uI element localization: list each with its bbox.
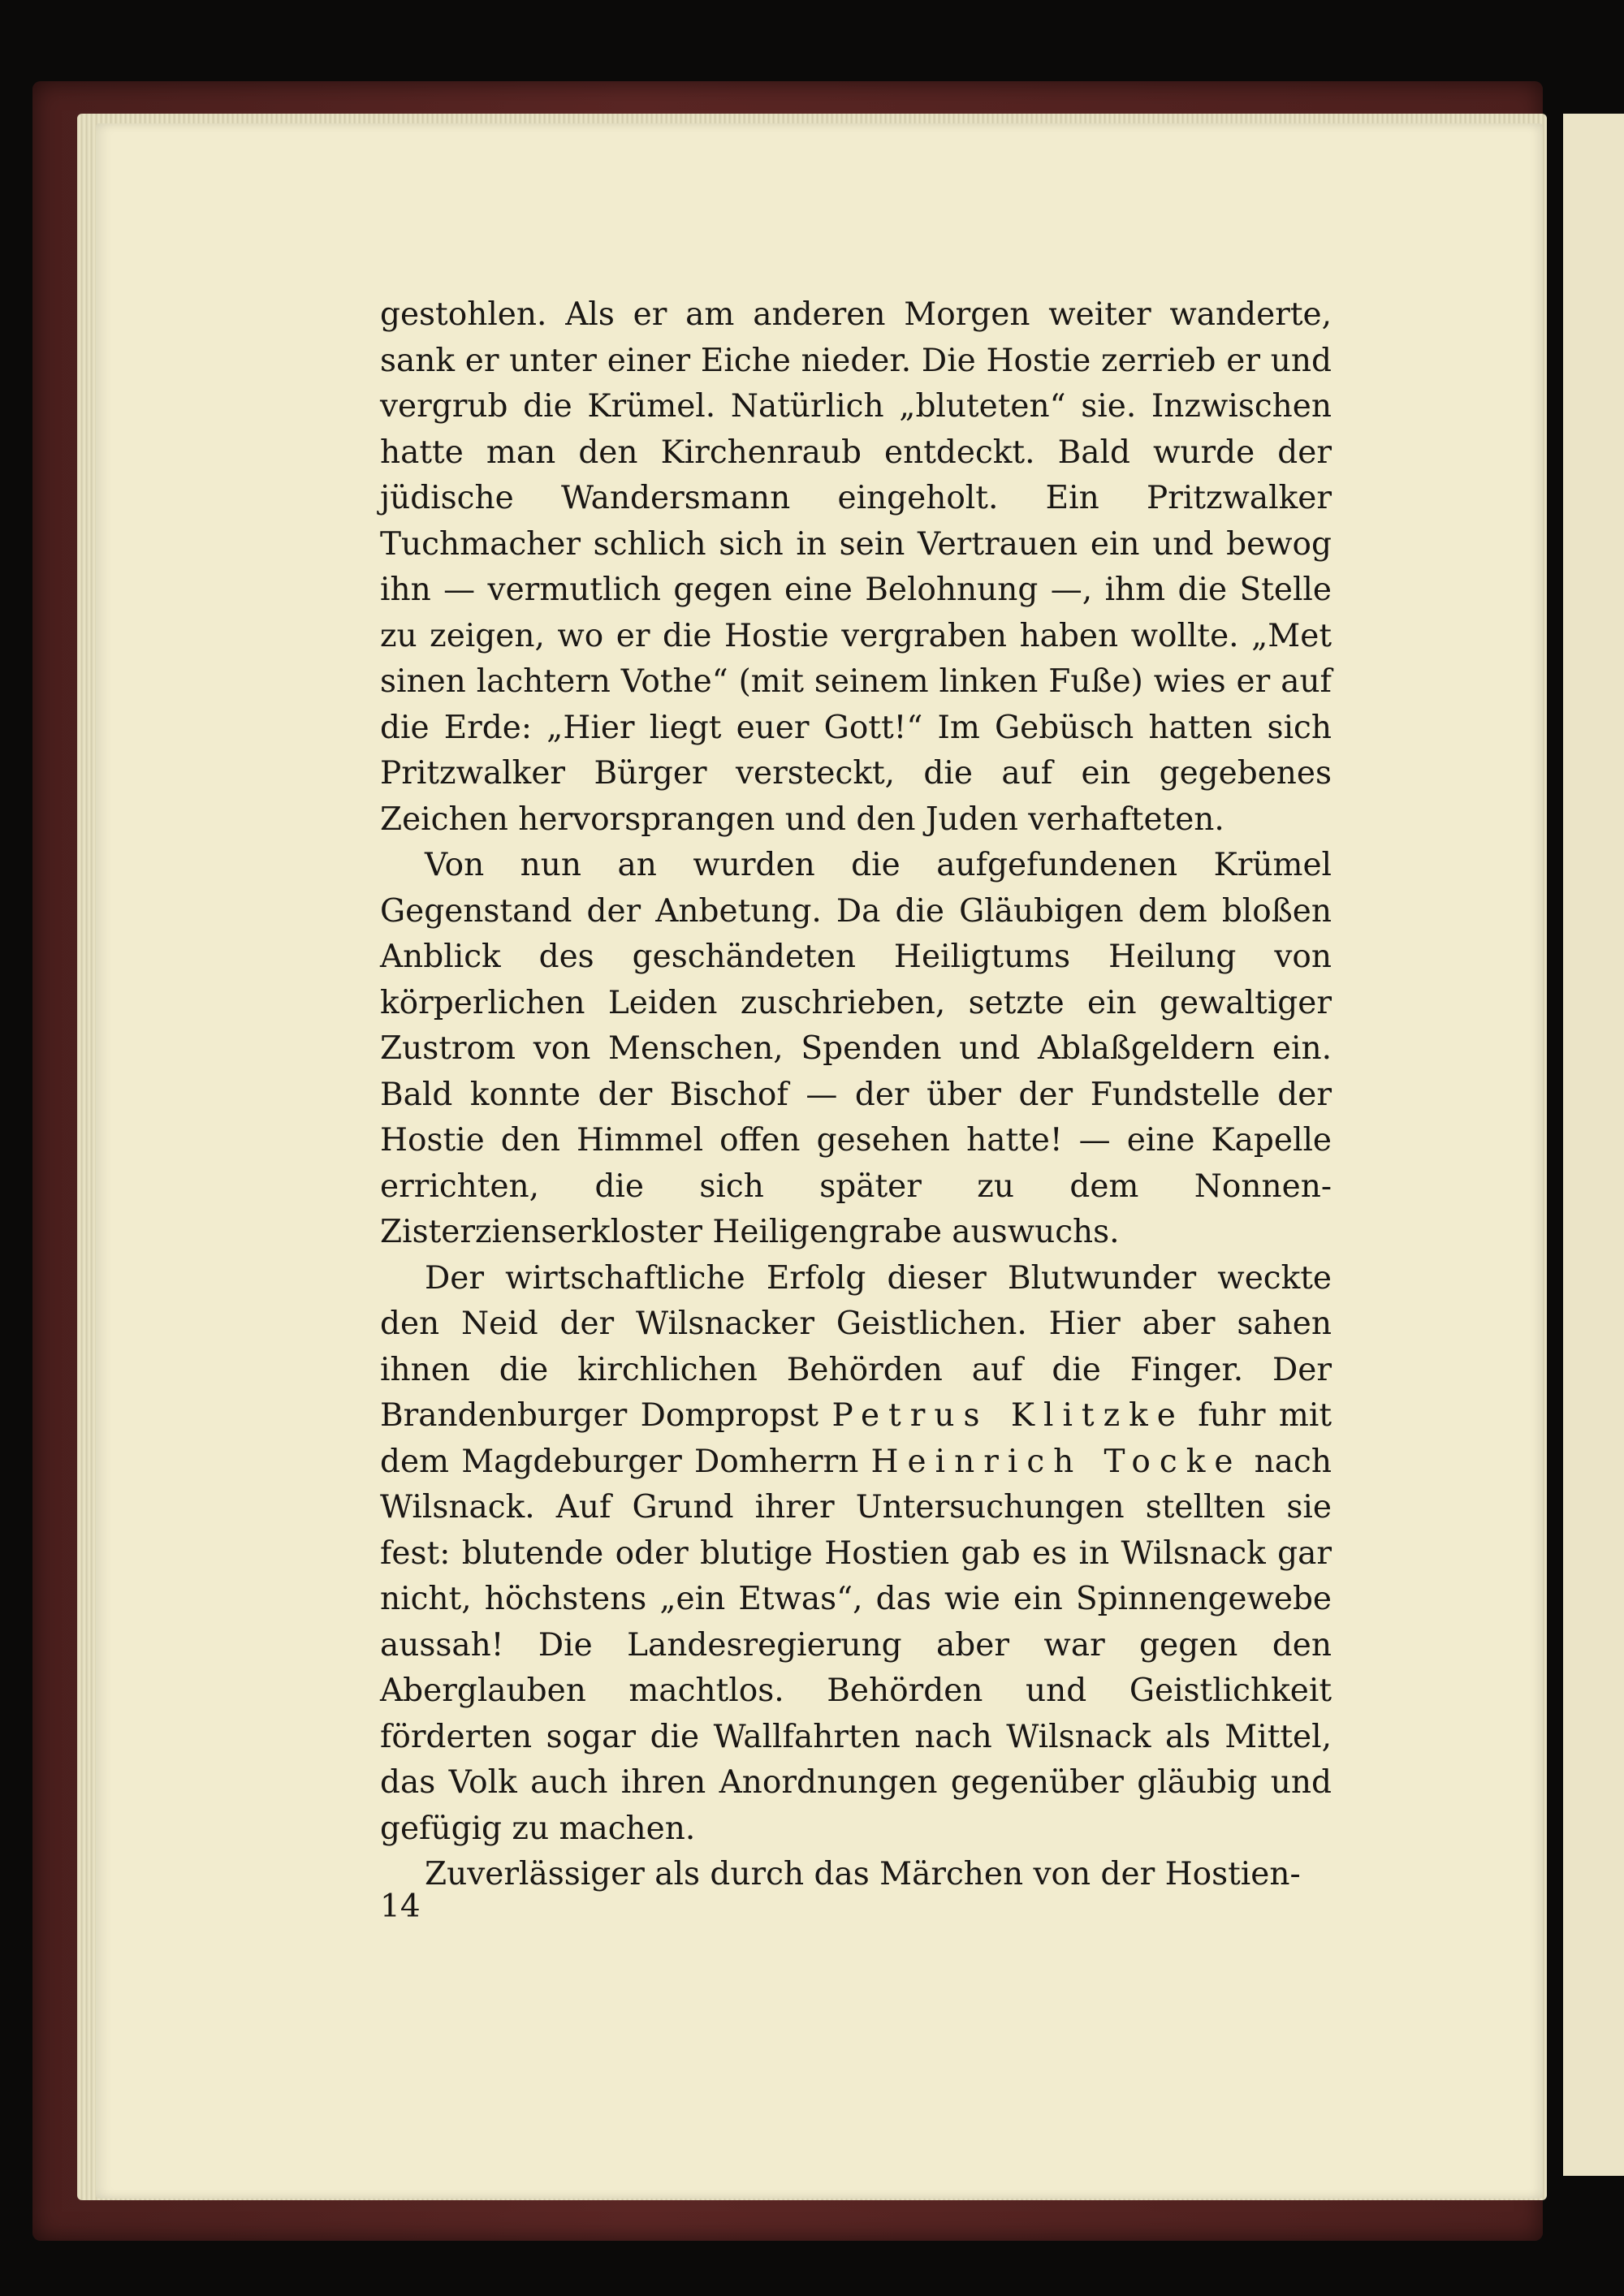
paragraph-3 — [380, 1256, 1332, 1853]
paragraph-3-text-c: nach Wilsnack. Auf Grund ihrer Untersuchungen stellten sie fest: blutende oder blutige Hostien gab es in Wilsnack gar nicht, höchstens „ein Etwas“, das wie ein Spinnengewebe aussah! Die Landesregierung aber war gegen den Aberglauben machtlos. Behörden und Geistlichkeit förderten sogar die Wallfahrten nach Wilsnack als Mittel, das Volk auch ihren Anordnungen gegenüber gläubig und gefügig zu machen. — [380, 1443, 1332, 1847]
paragraph-2-text: Von nun an wurden die aufgefundenen Krümel Gegenstand der Anbetung. Da die Gläubigen dem bloßen Anblick des geschändeten Heiligtums Heilung von körperlichen Leiden zuschrieben, setzte ein gewaltiger Zustrom von Menschen, Spenden und Ablaßgeldern ein. Bald konnte der Bischof — der über der Fundstelle der Hostie den Himmel offen gesehen hatte! — eine Kapelle errichten, die sich später zu dem Nonnen-Zisterzienserkloster Heiligengrabe auswuchs. — [380, 847, 1332, 1250]
page-text — [380, 292, 1332, 1898]
paragraph-4-text: Zuverlässiger als durch das Märchen von der Hostien- — [425, 1856, 1301, 1892]
name-heinrich-tocke: Heinrich Tocke — [870, 1443, 1242, 1480]
paragraph-4 — [380, 1852, 1332, 1898]
page-number: 14 — [380, 1888, 421, 1925]
paragraph-1 — [380, 292, 1332, 843]
paragraph-1-text: gestohlen. Als er am anderen Morgen weiter wanderte, sank er unter einer Eiche nieder. Die Hostie zerrieb er und vergrub die Krümel. Natürlich „bluteten“ sie. Inzwischen hatte man den Kirchenraub entdeckt. Bald wurde der jüdische Wandersmann eingeholt. Ein Pritzwalker Tuchmacher schlich sich in sein Vertrauen ein und bewog ihn — vermutlich gegen eine Belohnung —, ihm die Stelle zu zeigen, wo er die Hostie vergraben haben wollte. „Met sinen lachtern Vothe“ (mit seinem linken Fuße) wies er auf die Erde: „Hier liegt euer Gott!“ Im Gebüsch hatten sich Pritzwalker Bürger versteckt, die auf ein gegebenes Zeichen hervorsprangen und den Juden verhafteten. — [380, 296, 1332, 838]
paragraph-3-text-a: Der wirtschaftliche Erfolg dieser Blutwunder weckte den Neid der Wilsnacker Geistlichen. Hier aber sahen ihnen die kirchlichen Behörden auf die Finger. Der Brandenburger Dompropst — [380, 1259, 1332, 1434]
name-petrus-klitzke: Petrus Klitzke — [831, 1397, 1185, 1434]
paragraph-2 — [380, 843, 1332, 1256]
next-page-edge — [1563, 114, 1624, 2176]
paragraph-3-text-b: fuhr mit dem Magdeburger Domherrn — [380, 1397, 1332, 1480]
